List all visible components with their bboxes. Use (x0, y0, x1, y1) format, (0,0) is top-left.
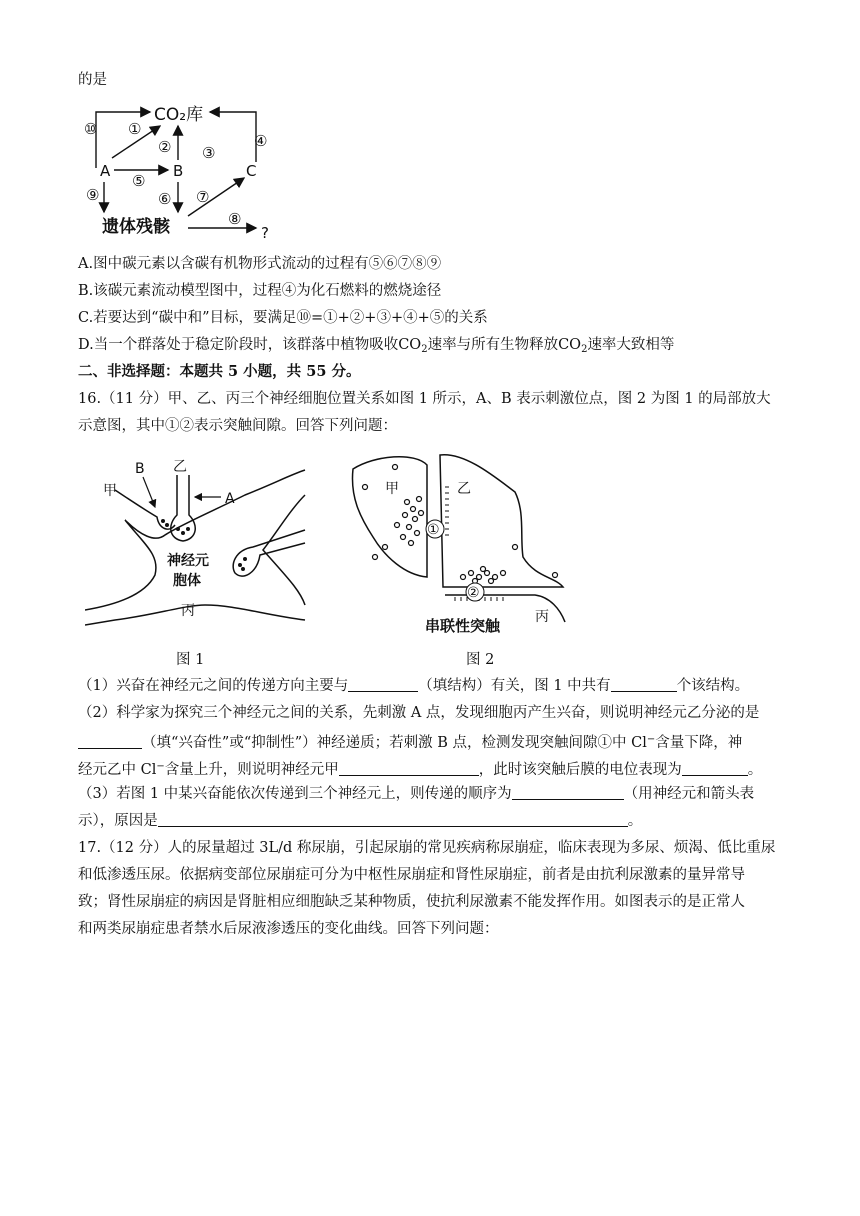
answer-blank[interactable] (682, 761, 748, 776)
option-d: D.当一个群落处于稳定阶段时，该群落中植物吸收$CO_2$速率与所有生物释放$CO_2$速率大致相等 (78, 337, 675, 355)
fig1-label-jia: 甲 (103, 483, 117, 499)
svg-text:④: ④ (254, 132, 268, 150)
fig1-label-bing: 丙 (181, 603, 195, 619)
question-stem-tail: 的是 (78, 72, 107, 88)
answer-blank[interactable] (611, 677, 677, 692)
svg-text:⑥: ⑥ (158, 190, 172, 208)
fig2-label-bing: 丙 (535, 609, 549, 625)
svg-text:⑩: ⑩ (84, 120, 98, 138)
q16-part3-line2: 示），原因是 。 (78, 813, 643, 829)
answer-blank[interactable] (78, 734, 142, 749)
option-b: B.该碳元素流动模型图中，过程④为化石燃料的燃烧途径 (78, 283, 442, 299)
answer-blank[interactable] (339, 761, 479, 776)
q16-part2-line2: （填“兴奋性”或“抑制性”）神经递质；若刺激 B 点，检测发现突触间隙①中 Cl−含量下降，神 (78, 730, 742, 753)
figure-2-synapse (345, 447, 570, 637)
fig2-label-jia: 甲 (385, 481, 399, 497)
remains-label: 遗体残骸 (102, 217, 170, 237)
answer-blank[interactable] (512, 785, 624, 800)
q17-line4: 和两类尿崩症患者禁水后尿液渗透压的变化曲线。回答下列问题： (78, 921, 499, 937)
answer-blank[interactable] (348, 677, 418, 692)
q16-part2-line3: 经元乙中 Cl−含量上升，则说明神经元甲 ，此时该突触后膜的电位表现为 。 (78, 761, 763, 778)
answer-blank[interactable] (158, 812, 628, 827)
q17-line2: 和低渗透压尿。依据病变部位尿崩症可分为中枢性尿崩症和肾性尿崩症，前者是由抗利尿激素的量异常导 (78, 867, 745, 883)
fig2-gap2: ② (467, 585, 480, 601)
q16-stem-line1: 16.（11 分）甲、乙、丙三个神经细胞位置关系如图 1 所示，A、B 表示刺激位点，图 2 为图 1 的局部放大 (78, 391, 771, 407)
svg-text:②: ② (158, 138, 172, 156)
node-a: A (100, 162, 111, 180)
fig2-label-yi: 乙 (457, 481, 471, 497)
q16-part2-line1: （2）科学家为探究三个神经元之间的关系，先刺激 A 点，发现细胞丙产生兴奋，则说明神经元乙分泌的是 (78, 705, 760, 721)
fig1-label-b: B (135, 461, 145, 477)
svg-text:⑤: ⑤ (132, 172, 146, 190)
svg-text:⑦: ⑦ (196, 188, 210, 206)
option-c: C.若要达到“碳中和”目标，要满足⑩=①+②+③+④+⑤的关系 (78, 310, 488, 326)
option-a: A.图中碳元素以含碳有机物形式流动的过程有⑤⑥⑦⑧⑨ (78, 256, 442, 272)
fig1-caption: 图 1 (176, 652, 205, 668)
unknown-label: ? (261, 224, 269, 242)
fig1-cell-body-2: 胞体 (173, 573, 201, 589)
svg-text:⑧: ⑧ (228, 210, 242, 228)
q16-part3-line1: （3）若图 1 中某兴奋能依次传递到三个神经元上，则传递的顺序为 （用神经元和箭头表 (78, 786, 755, 802)
fig1-cell-body-1: 神经元 (167, 553, 209, 569)
fig2-synapse-label: 串联性突触 (425, 617, 501, 635)
node-b: B (173, 162, 184, 180)
section-heading: 二、非选择题：本题共 5 小题，共 55 分。 (78, 363, 361, 380)
svg-text:①: ① (128, 120, 142, 138)
fig1-label-yi: 乙 (173, 459, 187, 475)
q17-line3: 致；肾性尿崩症的病因是肾脏相应细胞缺乏某种物质，使抗利尿激素不能发挥作用。如图表示的是正常人 (78, 894, 745, 910)
carbon-cycle-diagram (78, 98, 298, 248)
q17-line1: 17.（12 分）人的尿量超过 3L/d 称尿崩，引起尿崩的常见疾病称尿崩症，临床表现为多尿、烦渴、低比重尿 (78, 840, 776, 856)
svg-text:③: ③ (202, 144, 216, 162)
figure-1-neurons (85, 455, 315, 635)
co2-pool-label: CO₂库 (154, 105, 204, 125)
fig1-label-a: A (225, 491, 235, 507)
q16-stem-line2: 示意图，其中①②表示突触间隙。回答下列问题： (78, 418, 397, 434)
svg-text:⑨: ⑨ (86, 186, 100, 204)
q16-part1: （1）兴奋在神经元之间的传递方向主要与 （填结构）有关，图 1 中共有 个该结构。 (78, 678, 750, 694)
fig2-caption: 图 2 (466, 652, 495, 668)
fig2-gap1: ① (427, 522, 440, 538)
node-c: C (246, 162, 257, 180)
